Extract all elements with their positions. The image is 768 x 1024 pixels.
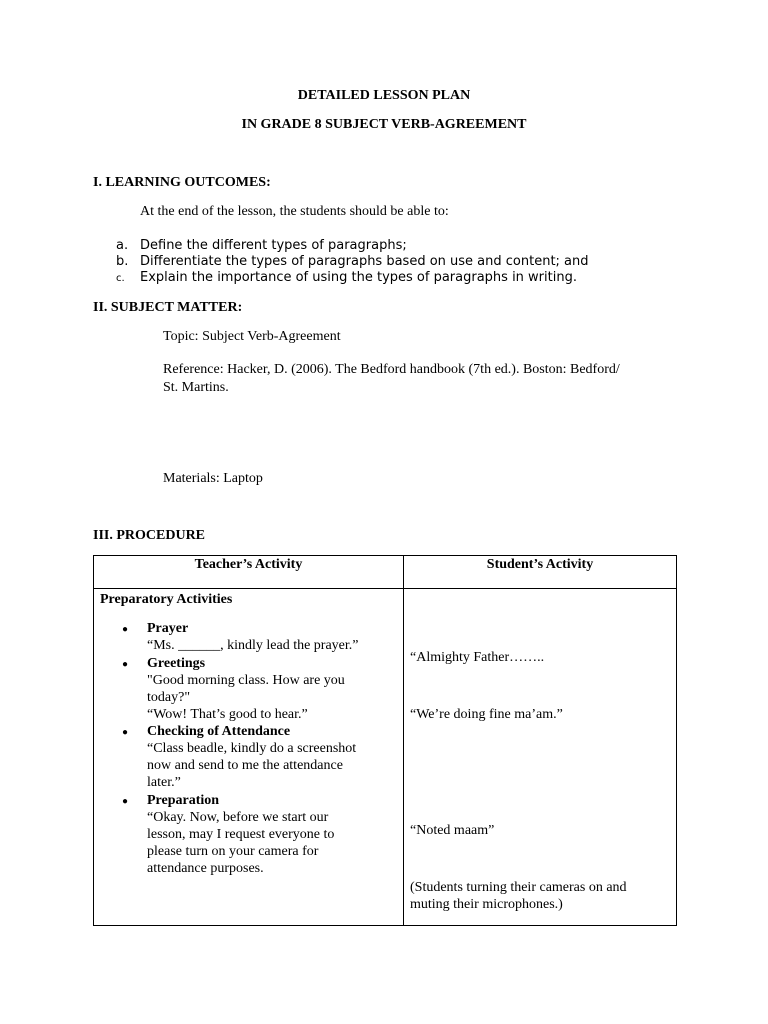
- attendance-text-2: now and send to me the attendance: [147, 758, 343, 773]
- objective-text: Define the different types of paragraphs;: [140, 238, 407, 253]
- outcomes-intro: At the end of the lesson, the students should be able to:: [140, 204, 449, 219]
- greetings-text-1: "Good morning class. How are you: [147, 673, 345, 688]
- bullet-icon: ●: [122, 727, 129, 738]
- attendance-text-3: later.”: [147, 775, 181, 790]
- student-activity-header: Student’s Activity: [404, 556, 677, 589]
- reference-line-1: Reference: Hacker, D. (2006). The Bedford handbook (7th ed.). Boston: Bedford/: [163, 362, 620, 377]
- objective-a: [116, 238, 407, 253]
- greetings-text-3: “Wow! That’s good to hear.”: [147, 707, 308, 722]
- objective-c: [116, 270, 577, 285]
- bullet-icon: ●: [122, 659, 129, 670]
- greetings-text-2: today?": [147, 690, 191, 705]
- objective-text: Explain the importance of using the types of paragraphs in writing.: [140, 270, 577, 285]
- preparation-text-3: please turn on your camera for: [147, 844, 319, 859]
- objective-text: Differentiate the types of paragraphs based on use and content; and: [140, 254, 589, 269]
- materials-line: Materials: Laptop: [163, 471, 263, 486]
- prayer-text: “Ms. ______, kindly lead the prayer.”: [147, 638, 359, 653]
- table-row: [94, 589, 677, 926]
- teacher-activity-cell: [94, 589, 404, 926]
- preparatory-activities-label: Preparatory Activities: [100, 592, 233, 607]
- preparation-label: Preparation: [147, 793, 220, 808]
- attendance-label: Checking of Attendance: [147, 724, 291, 739]
- table-header-row: [94, 556, 677, 589]
- bullet-icon: ●: [122, 796, 129, 807]
- objective-b: [116, 254, 589, 269]
- student-noted-response: “Noted maam”: [410, 823, 495, 838]
- bullet-icon: ●: [122, 624, 129, 635]
- preparation-text-4: attendance purposes.: [147, 861, 264, 876]
- learning-outcomes-heading: I. LEARNING OUTCOMES:: [93, 175, 271, 190]
- student-greeting-response: “We’re doing fine ma’am.”: [410, 707, 563, 722]
- preparation-text-1: “Okay. Now, before we start our: [147, 810, 329, 825]
- preparation-text-2: lesson, may I request everyone to: [147, 827, 335, 842]
- reference-line-2: St. Martins.: [163, 380, 229, 395]
- teacher-activity-header: Teacher’s Activity: [94, 556, 404, 589]
- student-camera-text-1: (Students turning their cameras on and: [410, 880, 627, 895]
- attendance-text-1: “Class beadle, kindly do a screenshot: [147, 741, 357, 756]
- objective-letter: b.: [116, 254, 129, 269]
- prayer-label: Prayer: [147, 621, 189, 636]
- subject-matter-heading: II. SUBJECT MATTER:: [93, 300, 243, 315]
- student-activity-cell: [404, 589, 677, 926]
- topic-line: Topic: Subject Verb-Agreement: [163, 329, 341, 344]
- title-line-2: IN GRADE 8 SUBJECT VERB-AGREEMENT: [241, 117, 527, 132]
- procedure-table: [93, 555, 677, 926]
- greetings-label: Greetings: [147, 656, 206, 671]
- student-camera-text-2: muting their microphones.): [410, 897, 563, 912]
- objective-letter: a.: [116, 238, 129, 253]
- objective-letter: c.: [116, 273, 125, 284]
- student-prayer-response: “Almighty Father……..: [410, 650, 545, 665]
- procedure-heading: III. PROCEDURE: [93, 528, 206, 543]
- title-line-1: DETAILED LESSON PLAN: [297, 88, 471, 103]
